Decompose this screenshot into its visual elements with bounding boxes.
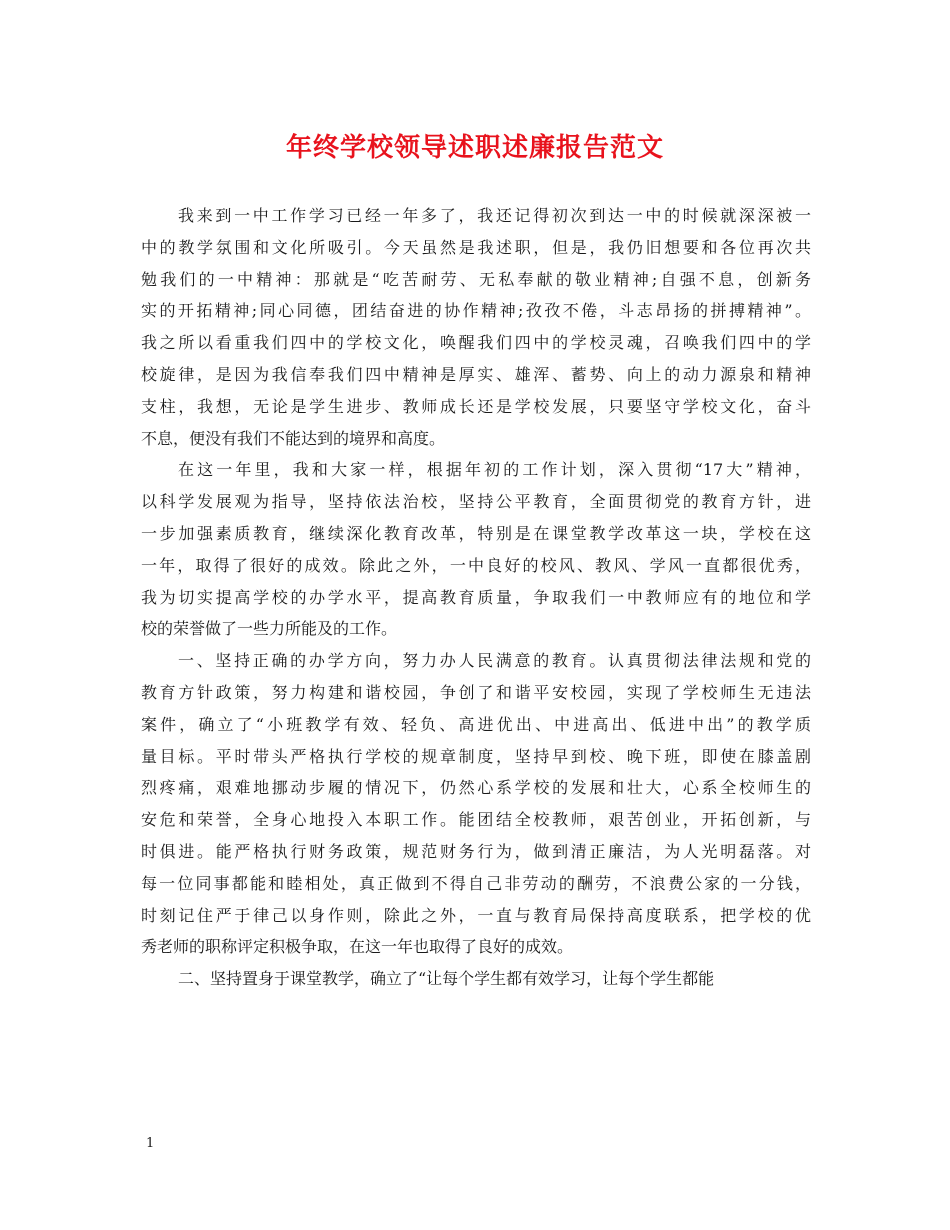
paragraph-line: 安危和荣誉，全身心地投入本职工作。能团结全校教师，艰苦创业，开拓创新，与: [141, 810, 811, 830]
paragraph: [141, 645, 811, 963]
paragraph-line: 烈疼痛，艰难地挪动步履的情况下，仍然心系学校的发展和壮大，心系全校师生的: [141, 778, 811, 798]
paragraph-line: 教育方针政策，努力构建和谐校园，争创了和谐平安校园，实现了学校师生无违法: [141, 682, 811, 702]
paragraph-line: 我来到一中工作学习已经一年多了，我还记得初次到达一中的时候就深深被一: [178, 206, 811, 225]
paragraph-line: 我之所以看重我们四中的学校文化，唤醒我们四中的学校灵魂，召唤我们四中的学: [141, 333, 811, 353]
paragraph-line: 中的教学氛围和文化所吸引。今天虽然是我述职，但是，我仍旧想要和各位再次共: [141, 237, 811, 257]
paragraph-line: 在这一年里，我和大家一样，根据年初的工作计划，深入贯彻“17大”精神，: [178, 460, 811, 480]
paragraph-line: 时刻记住严于律己以身作则，除此之外，一直与教育局保持高度联系，把学校的优: [141, 905, 811, 925]
paragraph: [141, 200, 811, 454]
paragraph-line: 一步加强素质教育，继续深化教育改革，特别是在课堂教学改革这一块，学校在这: [141, 523, 811, 543]
paragraph-line: 我为切实提高学校的办学水平，提高教育质量，争取我们一中教师应有的地位和学: [141, 587, 811, 607]
paragraph-line: 校旋律，是因为我信奉我们四中精神是厚实、雄浑、蓄势、向上的动力源泉和精神: [141, 364, 811, 384]
paragraph-line: 校的荣誉做了一些力所能及的工作。: [141, 619, 398, 639]
paragraph-line: 每一位同事都能和睦相处，真正做到不得自己非劳动的酬劳，不浪费公家的一分钱，: [141, 873, 811, 893]
document-title: 年终学校领导述职述廉报告范文: [285, 133, 664, 163]
paragraph-line: 一年，取得了很好的成效。除此之外，一中良好的校风、教风、学风一直都很优秀，: [141, 555, 811, 575]
paragraph: [141, 454, 811, 645]
page-number: 1: [146, 1136, 155, 1151]
paragraph-line: 量目标。平时带头严格执行学校的规章制度，坚持早到校、晚下班，即使在膝盖剧: [141, 746, 811, 766]
paragraph-line: 一、坚持正确的办学方向，努力办人民满意的教育。认真贯彻法律法规和党的: [178, 651, 811, 671]
paragraph-line: 案件，确立了“小班教学有效、轻负、高进优出、中进高出、低进中出”的教学质: [141, 714, 811, 734]
paragraph-line: 勉我们的一中精神：那就是“吃苦耐劳、无私奉献的敬业精神;自强不息，创新务: [141, 269, 811, 289]
paragraph-line: 时俱进。能严格执行财务政策，规范财务行为，做到清正廉洁，为人光明磊落。对: [141, 841, 811, 861]
document-body: [141, 200, 811, 995]
paragraph-line: 以科学发展观为指导，坚持依法治校，坚持公平教育，全面贯彻党的教育方针，进: [141, 492, 811, 512]
paragraph-line: 支柱，我想，无论是学生进步、教师成长还是学校发展，只要坚守学校文化，奋斗: [141, 396, 811, 416]
paragraph: [141, 963, 811, 995]
paragraph-line: 秀老师的职称评定积极争取，在这一年也取得了良好的成效。: [141, 937, 574, 957]
paragraph-line: 不息，便没有我们不能达到的境界和高度。: [141, 428, 446, 448]
paragraph-line: 实的开拓精神;同心同德，团结奋进的协作精神;孜孜不倦，斗志昂扬的拼搏精神”。: [141, 301, 811, 321]
paragraph-line: 二、坚持置身于课堂教学，确立了“让每个学生都有效学习，让每个学生都能: [178, 969, 715, 989]
